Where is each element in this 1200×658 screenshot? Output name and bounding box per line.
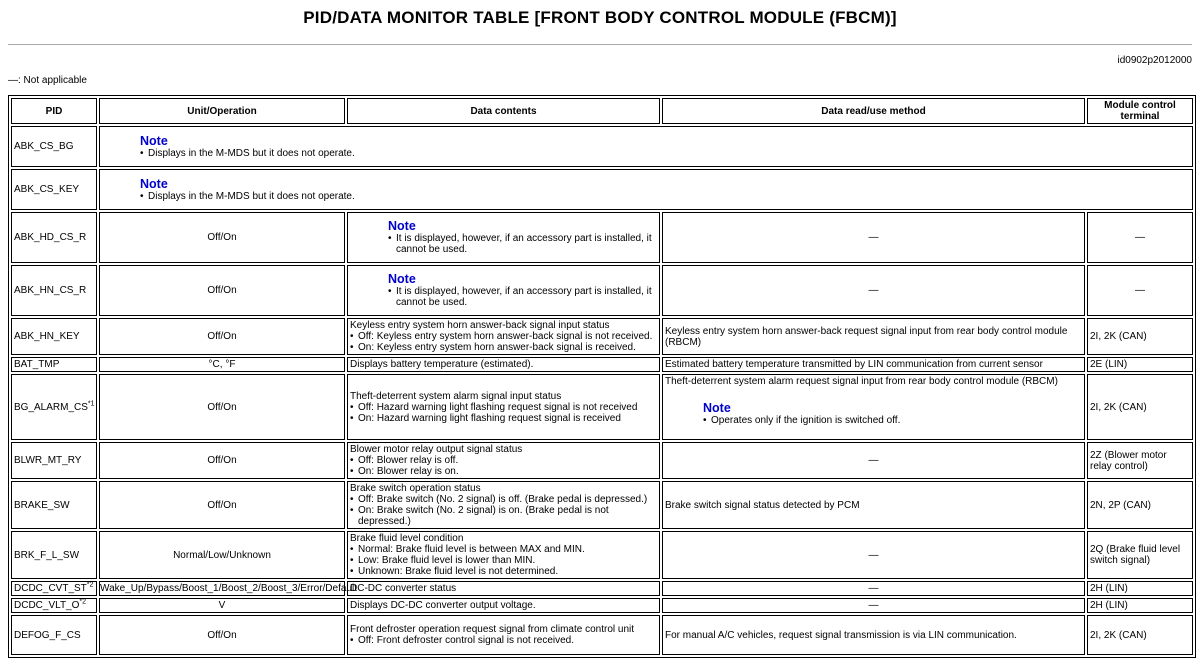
contents-item: • Normal: Brake fluid level is between MAX and MIN. [350, 544, 657, 555]
unit-cell: Off/On [99, 318, 345, 355]
terminal-cell: 2N, 2P (CAN) [1087, 481, 1193, 529]
method-cell: For manual A/C vehicles, request signal transmission is via LIN communication. [662, 615, 1085, 655]
table-row [11, 374, 1193, 440]
method-cell: — [662, 265, 1085, 316]
pid-cell: BLWR_MT_RY [11, 442, 97, 479]
note-box [350, 218, 657, 257]
pid-cell: BAT_TMP [11, 357, 97, 372]
note-heading: Note [140, 133, 168, 148]
unit-cell: Off/On [99, 374, 345, 440]
note-box [102, 176, 1190, 204]
table-row [11, 598, 1193, 613]
pid-cell: ABK_HD_CS_R [11, 212, 97, 263]
note-box [350, 271, 657, 310]
contents-item: • Off: Hazard warning light flashing request signal is not received [350, 402, 657, 413]
pid-text: DCDC_CVT_ST [14, 583, 87, 594]
note-box [665, 387, 1082, 428]
contents-item: • On: Keyless entry system horn answer-back signal is received. [350, 342, 657, 353]
terminal-cell: 2I, 2K (CAN) [1087, 615, 1193, 655]
pid-cell [11, 581, 97, 596]
contents-title: Front defroster operation request signal from climate control unit [350, 624, 635, 635]
method-cell: Keyless entry system horn answer-back request signal input from rear body control module (RBCM) [662, 318, 1085, 355]
pid-cell: BRK_F_L_SW [11, 531, 97, 579]
contents-cell: Displays battery temperature (estimated). [347, 357, 660, 372]
contents-item: • On: Hazard warning light flashing request signal is received [350, 413, 657, 424]
contents-item: • On: Brake switch (No. 2 signal) is on. (Brake pedal is not depressed.) [350, 505, 657, 527]
terminal-cell: 2H (LIN) [1087, 581, 1193, 596]
contents-cell [347, 531, 660, 579]
terminal-cell: — [1087, 212, 1193, 263]
pid-cell: ABK_CS_BG [11, 126, 97, 167]
unit-cell: V [99, 598, 345, 613]
contents-cell [347, 374, 660, 440]
contents-cell [347, 442, 660, 479]
note-text: • It is displayed, however, if an accessory part is installed, it cannot be used. [388, 233, 657, 255]
method-cell: — [662, 598, 1085, 613]
method-cell [662, 374, 1085, 440]
unit-cell: Off/On [99, 212, 345, 263]
footnote-mark: *2 [86, 581, 94, 589]
table-row [11, 212, 1193, 263]
terminal-cell: 2Z (Blower motor relay control) [1087, 442, 1193, 479]
pid-cell [11, 598, 97, 613]
contents-item: • Off: Keyless entry system horn answer-back signal is not received. [350, 331, 657, 342]
table-row [11, 531, 1193, 579]
contents-cell: DC-DC converter status [347, 581, 660, 596]
pid-text: DCDC_VLT_O [14, 600, 80, 611]
unit-cell: Off/On [99, 481, 345, 529]
footnote-mark: *1 [87, 400, 95, 408]
pid-cell: ABK_HN_KEY [11, 318, 97, 355]
contents-title: Blower motor relay output signal status [350, 444, 523, 455]
unit-cell: Off/On [99, 265, 345, 316]
contents-cell: Displays DC-DC converter output voltage. [347, 598, 660, 613]
contents-cell [347, 212, 660, 263]
table-row [11, 615, 1193, 655]
note-text: • Operates only if the ignition is switched off. [703, 415, 1082, 426]
method-text: Theft-deterrent system alarm request signal input from rear body control module (RBCM) [665, 376, 1058, 387]
note-heading: Note [703, 401, 731, 415]
contents-title: Keyless entry system horn answer-back signal input status [350, 320, 610, 331]
page-title: PID/DATA MONITOR TABLE [FRONT BODY CONTROL MODULE (FBCM)] [303, 8, 897, 27]
contents-item: • Off: Blower relay is off. [350, 455, 657, 466]
note-heading: Note [140, 176, 168, 191]
method-cell: — [662, 581, 1085, 596]
contents-title: Brake switch operation status [350, 483, 481, 494]
terminal-cell: 2H (LIN) [1087, 598, 1193, 613]
table-row [11, 481, 1193, 529]
note-cell [99, 169, 1193, 210]
terminal-cell: 2Q (Brake fluid level switch signal) [1087, 531, 1193, 579]
table-row [11, 265, 1193, 316]
pid-cell: ABK_CS_KEY [11, 169, 97, 210]
pid-cell: ABK_HN_CS_R [11, 265, 97, 316]
unit-cell: °C, °F [99, 357, 345, 372]
title-divider [8, 44, 1192, 45]
table-row [11, 357, 1193, 372]
note-heading: Note [388, 219, 416, 233]
table-row [11, 126, 1193, 167]
unit-cell: Wake_Up/Bypass/Boost_1/Boost_2/Boost_3/Error/Default [100, 583, 357, 594]
terminal-cell: — [1087, 265, 1193, 316]
contents-cell [347, 318, 660, 355]
note-heading: Note [388, 272, 416, 286]
document-id: id0902p2012000 [1117, 55, 1192, 66]
column-header-contents: Data contents [347, 98, 660, 124]
table-row [11, 442, 1193, 479]
column-header-terminal: Module control terminal [1087, 98, 1193, 124]
column-header-unit: Unit/Operation [99, 98, 345, 124]
method-cell: — [662, 531, 1085, 579]
contents-item: • Unknown: Brake fluid level is not determined. [350, 566, 657, 577]
unit-cell: Off/On [99, 615, 345, 655]
note-text: • It is displayed, however, if an accessory part is installed, it cannot be used. [388, 286, 657, 308]
pid-data-table [8, 95, 1196, 658]
note-text: • Displays in the M-MDS but it does not operate. [140, 148, 1190, 159]
contents-cell [347, 615, 660, 655]
contents-title: Theft-deterrent system alarm signal input status [350, 390, 562, 402]
note-cell [99, 126, 1193, 167]
pid-cell [11, 374, 97, 440]
column-header-method: Data read/use method [662, 98, 1085, 124]
unit-cell: Off/On [99, 442, 345, 479]
footnote-mark: *2 [79, 598, 87, 606]
contents-item: • Off: Front defroster control signal is not received. [350, 635, 657, 646]
note-text: • Displays in the M-MDS but it does not operate. [140, 191, 1190, 202]
column-header-pid: PID [11, 98, 97, 124]
contents-item: • On: Blower relay is on. [350, 466, 657, 477]
method-cell: Brake switch signal status detected by PCM [662, 481, 1085, 529]
terminal-cell: 2E (LIN) [1087, 357, 1193, 372]
pid-cell: BRAKE_SW [11, 481, 97, 529]
pid-cell: DEFOG_F_CS [11, 615, 97, 655]
method-cell: — [662, 212, 1085, 263]
terminal-cell: 2I, 2K (CAN) [1087, 318, 1193, 355]
contents-title: Brake fluid level condition [350, 533, 464, 544]
method-cell: Estimated battery temperature transmitted by LIN communication from current sensor [662, 357, 1085, 372]
note-box [102, 133, 1190, 161]
contents-cell [347, 265, 660, 316]
table-row [11, 169, 1193, 210]
unit-cell: Normal/Low/Unknown [99, 531, 345, 579]
contents-item: • Low: Brake fluid level is lower than MIN. [350, 555, 657, 566]
table-row [11, 318, 1193, 355]
contents-cell [347, 481, 660, 529]
pid-text: BG_ALARM_CS [14, 401, 88, 413]
table-row [11, 581, 1193, 596]
legend-note: —: Not applicable [8, 75, 87, 86]
table-header-row [11, 98, 1193, 124]
terminal-cell: 2I, 2K (CAN) [1087, 374, 1193, 440]
method-cell: — [662, 442, 1085, 479]
contents-item: • Off: Brake switch (No. 2 signal) is off. (Brake pedal is depressed.) [350, 494, 657, 505]
